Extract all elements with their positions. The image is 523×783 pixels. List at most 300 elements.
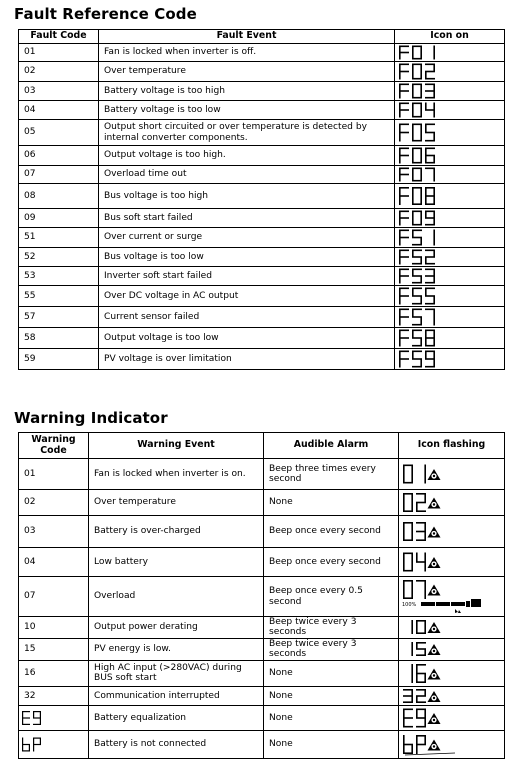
digit-segment <box>412 196 414 205</box>
digit-segment <box>403 735 405 745</box>
digit-segment <box>424 689 426 696</box>
digit-segment <box>412 351 414 360</box>
digit-segment <box>399 296 401 305</box>
digit-segment <box>399 218 401 226</box>
digit-segment <box>433 317 435 326</box>
warning-code-cell <box>19 705 89 730</box>
warning-triangle-icon <box>428 469 441 480</box>
icon-on-cell <box>395 349 505 370</box>
digit-segment <box>412 53 414 60</box>
digit-segment <box>22 717 30 718</box>
warning-code-cell: 16 <box>19 660 89 686</box>
digit-segment <box>399 257 401 265</box>
fault-table <box>18 29 505 370</box>
digit-segment <box>399 91 401 99</box>
fault-row <box>19 120 505 146</box>
warning-row <box>19 638 505 660</box>
icon-flashing-cell <box>399 730 505 758</box>
warning-lcd-icon <box>399 706 503 730</box>
fault-code-cell: 08 <box>19 184 99 209</box>
warning-event-cell: Battery equalization <box>89 705 264 730</box>
digit-segment <box>433 187 435 196</box>
digit-segment <box>403 718 405 728</box>
digit-segment <box>412 168 414 175</box>
digit-segment <box>424 562 426 572</box>
digit-segment <box>433 309 435 318</box>
digit-segment <box>22 750 30 751</box>
digit-segment <box>399 238 401 246</box>
digit-segment <box>424 532 426 542</box>
warning-row <box>19 730 505 758</box>
digit-segment <box>399 230 401 238</box>
digit-segment <box>399 309 401 318</box>
digit-segment <box>420 84 422 92</box>
digit-segment <box>420 133 422 142</box>
warning-triangle-icon <box>428 668 441 679</box>
digit-segment <box>424 718 426 728</box>
fault-code-cell: 04 <box>19 101 99 120</box>
digit-segment <box>420 148 422 156</box>
digit-segment <box>424 620 426 627</box>
warning-triangle-icon <box>428 498 441 509</box>
digit-segment <box>420 257 422 265</box>
warning-event-cell: Output power derating <box>89 617 264 639</box>
digit-segment <box>433 196 435 205</box>
digit-segment <box>22 724 30 725</box>
fault-code-cell: 51 <box>19 228 99 248</box>
warning-lcd-icon <box>399 516 503 547</box>
warning-lcd-icon <box>399 577 503 616</box>
digit-segment <box>412 175 414 182</box>
digit-segment <box>433 211 435 219</box>
fault-row <box>19 267 505 286</box>
digit-segment <box>403 532 405 542</box>
digit-segment <box>425 330 427 339</box>
digit-segment <box>416 553 418 563</box>
audible-alarm-cell: None <box>264 730 399 758</box>
warning-event-cell: Battery is not connected <box>89 730 264 758</box>
digit-segment <box>433 330 435 339</box>
fault-code-cell: 06 <box>19 146 99 166</box>
fault-row <box>19 166 505 184</box>
digit-segment <box>399 338 401 347</box>
digit-segment <box>424 649 426 656</box>
warning-triangle-icon <box>428 527 441 538</box>
icon-flashing-cell <box>399 638 505 660</box>
digit-segment <box>412 269 414 277</box>
digit-segment <box>411 522 413 532</box>
fault-row <box>19 184 505 209</box>
digit-segment <box>411 664 413 674</box>
warning-event-header: Warning Event <box>89 433 264 459</box>
digit-segment <box>433 110 435 118</box>
digit-segment <box>403 590 405 600</box>
digit-segment <box>425 187 427 196</box>
warning-table <box>18 432 505 759</box>
digit-segment <box>411 580 413 590</box>
digit-segment <box>399 317 401 326</box>
warning-row <box>19 548 505 577</box>
fault-code-cell: 02 <box>19 62 99 82</box>
digit-segment <box>416 642 418 649</box>
digit-segment <box>22 711 30 712</box>
icon-flashing-header: Icon flashing <box>399 433 505 459</box>
digit-segment <box>420 196 422 205</box>
digit-segment <box>433 238 435 246</box>
warning-event-cell: PV energy is low. <box>89 638 264 660</box>
digit-segment <box>412 103 414 111</box>
digit-segment <box>40 711 41 718</box>
fault-row <box>19 101 505 120</box>
digit-segment <box>433 53 435 60</box>
digit-segment <box>412 250 414 258</box>
fault-lcd-icon <box>395 82 503 100</box>
digit-segment <box>399 168 401 175</box>
digit-segment <box>411 620 413 627</box>
digit-segment <box>412 330 414 339</box>
audible-alarm-header: Audible Alarm <box>264 433 399 459</box>
icon-on-cell <box>395 248 505 267</box>
warning-code-cell: 15 <box>19 638 89 660</box>
warning-triangle-icon <box>428 557 441 568</box>
fault-row <box>19 228 505 248</box>
digit-segment <box>403 503 405 513</box>
digit-segment <box>411 689 413 696</box>
fault-event-header: Fault Event <box>99 30 395 44</box>
digit-segment <box>420 359 422 368</box>
fault-lcd-icon <box>395 248 503 266</box>
icon-on-cell <box>395 267 505 286</box>
fault-event-cell: Output voltage is too low <box>99 328 395 349</box>
digit-segment <box>420 110 422 118</box>
icon-on-cell <box>395 166 505 184</box>
icon-flashing-cell <box>399 686 505 705</box>
audible-alarm-cell: None <box>264 660 399 686</box>
warning-lcd-text <box>399 658 400 659</box>
digit-segment <box>433 168 435 175</box>
load-bar-icon <box>421 599 481 607</box>
fault-row <box>19 44 505 62</box>
digit-segment <box>411 673 413 683</box>
digit-segment <box>424 522 426 532</box>
digit-segment <box>420 238 422 246</box>
digit-segment <box>411 553 413 563</box>
digit-segment <box>411 642 413 649</box>
digit-segment <box>424 627 426 634</box>
warning-lcd-icon <box>399 490 503 515</box>
digit-segment <box>420 317 422 326</box>
digit-segment <box>412 309 414 318</box>
icon-on-cell <box>395 307 505 328</box>
fault-row <box>19 82 505 101</box>
digit-segment <box>33 711 34 718</box>
digit-segment <box>412 211 414 219</box>
warning-code-cell <box>19 730 89 758</box>
warning-code-cell: 32 <box>19 686 89 705</box>
icon-on-cell <box>395 184 505 209</box>
warning-row <box>19 660 505 686</box>
warning-row <box>19 577 505 617</box>
fault-lcd-icon <box>395 146 503 165</box>
icon-on-cell <box>395 328 505 349</box>
fault-lcd-icon <box>395 62 503 81</box>
digit-segment <box>399 250 401 258</box>
digit-segment <box>416 696 418 703</box>
digit-segment <box>399 187 401 196</box>
icon-on-cell <box>395 209 505 228</box>
icon-on-cell <box>395 62 505 82</box>
digit-segment <box>433 218 435 226</box>
digit-segment <box>424 708 426 718</box>
digit-segment <box>416 503 418 513</box>
fault-code-cell: 57 <box>19 307 99 328</box>
fault-event-cell: Over DC voltage in AC output <box>99 286 395 307</box>
warning-triangle-icon <box>428 622 441 633</box>
digit-segment <box>420 218 422 226</box>
digit-segment <box>412 218 414 226</box>
digit-segment <box>425 156 427 164</box>
audible-alarm-cell: Beep three times every second <box>264 459 399 490</box>
digit-segment <box>433 64 435 72</box>
fault-lcd-icon <box>395 44 503 61</box>
warning-event-cell: Low battery <box>89 548 264 577</box>
fault-event-cell: Fan is locked when inverter is off. <box>99 44 395 62</box>
fault-event-cell: Over current or surge <box>99 228 395 248</box>
digit-segment <box>425 103 427 111</box>
digit-segment <box>411 562 413 572</box>
fault-lcd-icon <box>395 286 503 306</box>
fault-row <box>19 328 505 349</box>
digit-segment <box>433 46 435 53</box>
digit-segment <box>412 133 414 142</box>
digit-segment <box>420 46 422 53</box>
digit-segment <box>399 276 401 284</box>
digit-segment <box>399 110 401 118</box>
icon-flashing-cell <box>399 705 505 730</box>
fault-row <box>19 146 505 166</box>
audible-alarm-cell: Beep once every 0.5 second <box>264 577 399 617</box>
audible-alarm-cell: None <box>264 490 399 516</box>
digit-segment <box>433 103 435 111</box>
digit-segment <box>433 269 435 277</box>
digit-segment <box>403 708 405 718</box>
digit-segment <box>425 124 427 133</box>
digit-segment <box>424 735 426 745</box>
digit-segment <box>403 553 405 563</box>
digit-segment <box>33 737 34 744</box>
digit-segment <box>425 288 427 297</box>
warning-event-cell: High AC input (>280VAC) during BUS soft start <box>89 660 264 686</box>
digit-segment <box>22 711 23 718</box>
digit-segment <box>433 156 435 164</box>
fault-event-cell: Current sensor failed <box>99 307 395 328</box>
warning-row <box>19 705 505 730</box>
warning-code-cell: 04 <box>19 548 89 577</box>
audible-alarm-cell: Beep once every second <box>264 548 399 577</box>
digit-segment <box>416 627 418 634</box>
digit-segment <box>420 53 422 60</box>
digit-segment <box>425 196 427 205</box>
digit-segment <box>424 553 426 563</box>
digit-segment <box>411 649 413 656</box>
fault-event-cell: Bus soft start failed <box>99 209 395 228</box>
digit-segment <box>412 110 414 118</box>
digit-segment <box>412 156 414 164</box>
warning-code-glyph <box>19 731 59 758</box>
digit-segment <box>403 474 405 484</box>
fault-row <box>19 349 505 370</box>
digit-segment <box>22 744 30 745</box>
icon-on-cell <box>395 286 505 307</box>
fault-lcd-icon <box>395 209 503 227</box>
digit-segment <box>411 627 413 634</box>
warning-section-title: Warning Indicator <box>14 409 168 427</box>
fault-code-cell: 58 <box>19 328 99 349</box>
digit-segment <box>399 211 401 219</box>
digit-segment <box>411 503 413 513</box>
fault-lcd-text <box>395 369 396 370</box>
digit-segment <box>403 465 405 475</box>
digit-segment <box>433 230 435 238</box>
digit-segment <box>412 230 414 238</box>
digit-segment <box>403 562 405 572</box>
digit-segment <box>411 465 413 475</box>
digit-segment <box>420 296 422 305</box>
digit-segment <box>425 72 427 80</box>
icon-on-cell <box>395 101 505 120</box>
digit-segment <box>433 175 435 182</box>
warning-row <box>19 617 505 639</box>
warning-event-cell: Communication interrupted <box>89 686 264 705</box>
digit-segment <box>411 493 413 503</box>
digit-segment <box>399 103 401 111</box>
warning-lcd-text <box>399 758 400 759</box>
digit-segment <box>412 148 414 156</box>
digit-segment <box>399 330 401 339</box>
warning-row <box>19 516 505 548</box>
digit-segment <box>399 351 401 360</box>
digit-segment <box>420 168 422 175</box>
icon-on-cell <box>395 44 505 62</box>
digit-segment <box>403 744 405 754</box>
warning-event-cell: Fan is locked when inverter is on. <box>89 459 264 490</box>
digit-segment <box>425 338 427 347</box>
digit-segment <box>433 338 435 347</box>
fault-lcd-icon <box>395 349 503 369</box>
digit-segment <box>416 673 418 683</box>
digit-segment <box>433 351 435 360</box>
digit-segment <box>33 744 34 751</box>
fault-lcd-icon <box>395 101 503 119</box>
warning-lcd-icon <box>399 618 503 636</box>
digit-segment <box>424 590 426 600</box>
digit-segment <box>403 522 405 532</box>
digit-segment <box>420 72 422 80</box>
icon-flashing-cell <box>399 577 505 617</box>
digit-segment <box>399 156 401 164</box>
digit-segment <box>425 211 427 219</box>
icon-on-header: Icon on <box>395 30 505 44</box>
digit-segment <box>425 148 427 156</box>
audible-alarm-cell: None <box>264 705 399 730</box>
icon-flashing-cell <box>399 459 505 490</box>
warning-lcd-icon <box>399 687 503 705</box>
warning-code-text <box>19 758 20 759</box>
digit-segment <box>433 250 435 258</box>
digit-segment <box>420 187 422 196</box>
fault-event-cell: Battery voltage is too low <box>99 101 395 120</box>
digit-segment <box>420 156 422 164</box>
digit-segment <box>433 276 435 284</box>
warning-row <box>19 459 505 490</box>
digit-segment <box>22 737 23 744</box>
warning-lcd-icon <box>399 548 503 576</box>
digit-segment <box>29 744 30 751</box>
digit-segment <box>399 269 401 277</box>
warning-row <box>19 490 505 516</box>
digit-segment <box>420 64 422 72</box>
digit-segment <box>399 64 401 72</box>
fault-event-cell: Inverter soft start failed <box>99 267 395 286</box>
audible-alarm-cell: None <box>264 686 399 705</box>
warning-event-cell: Overload <box>89 577 264 617</box>
digit-segment <box>416 620 418 627</box>
warning-code-cell: 02 <box>19 490 89 516</box>
digit-segment <box>420 276 422 284</box>
digit-segment <box>424 493 426 503</box>
warning-lcd-icon <box>399 459 503 489</box>
fault-code-cell: 01 <box>19 44 99 62</box>
digit-segment <box>425 351 427 360</box>
warning-event-cell: Battery is over-charged <box>89 516 264 548</box>
fault-event-cell: Over temperature <box>99 62 395 82</box>
digit-segment <box>433 296 435 305</box>
icon-flashing-cell <box>399 490 505 516</box>
digit-segment <box>411 696 413 703</box>
digit-segment <box>424 465 426 475</box>
warning-code-cell: 07 <box>19 577 89 617</box>
digit-segment <box>420 91 422 99</box>
digit-segment <box>412 187 414 196</box>
fault-event-cell: Battery voltage is too high <box>99 82 395 101</box>
digit-segment <box>399 84 401 92</box>
digit-segment <box>433 91 435 99</box>
digit-segment <box>399 133 401 142</box>
fault-row <box>19 209 505 228</box>
digit-segment <box>424 580 426 590</box>
warning-lcd-text <box>399 636 400 637</box>
digit-segment <box>40 737 41 744</box>
audible-alarm-cell: Beep twice every 3 seconds <box>264 617 399 639</box>
icon-on-cell <box>395 120 505 146</box>
digit-segment <box>420 103 422 111</box>
digit-segment <box>40 718 41 725</box>
digit-segment <box>399 124 401 133</box>
warning-event-cell: Over temperature <box>89 490 264 516</box>
fault-event-cell: Output short circuited or over temperature is detected by internal converter components. <box>99 120 395 146</box>
fault-event-cell: Bus voltage is too high <box>99 184 395 209</box>
warning-triangle-icon <box>428 713 441 724</box>
warning-triangle-icon <box>428 691 441 702</box>
fault-lcd-icon <box>395 228 503 247</box>
fault-row <box>19 62 505 82</box>
digit-segment <box>420 211 422 219</box>
fault-code-cell: 55 <box>19 286 99 307</box>
icon-on-cell <box>395 228 505 248</box>
warning-lcd-icon <box>399 731 503 758</box>
fault-event-cell: Overload time out <box>99 166 395 184</box>
digit-segment <box>399 72 401 80</box>
